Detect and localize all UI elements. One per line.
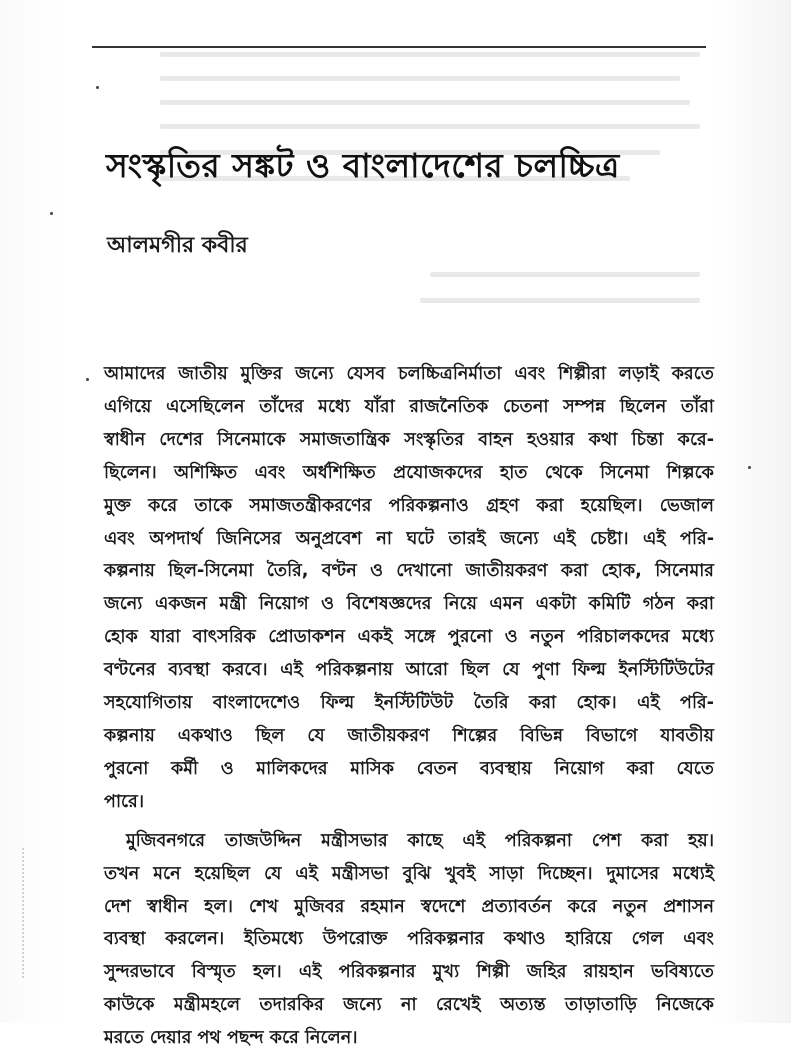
- text-line: কল্পনায় একথাও ছিল যে জাতীয়করণ শিল্পের বিভিন্ন বিভাগে যাবতীয়: [104, 725, 714, 746]
- text-line: স্বাধীন দেশের সিনেমাকে সমাজতান্ত্রিক সংস্কৃতির বাহন হওয়ার কথা চিন্তা করে-: [104, 429, 714, 450]
- text-line: ব্যবস্থা করলেন। ইতিমধ্যে উপরোক্ত পরিকল্পনার কথাও হারিয়ে গেল এবং: [104, 929, 714, 950]
- bleed-through-mark: [160, 76, 680, 81]
- text-line: এবং অপদার্থ জিনিসের অনুপ্রবেশ না ঘটে তারই জন্যে এই চেষ্টা। এই পরি-: [104, 528, 714, 549]
- text-line: সুন্দরভাবে বিস্মৃত হল। এই পরিকল্পনার মুখ্য শিল্পী জহির রায়হান ভবিষ্যতে: [104, 962, 714, 983]
- text-line: কাউকে মন্ত্রীমহলে তদারকির জন্যে না রেখেই অত্যন্ত তাড়াতাড়ি নিজেকে: [104, 995, 714, 1016]
- text-line: আমাদের জাতীয় মুক্তির জন্যে যেসব চলচ্চিত্রনির্মাতা এবং শিল্পীরা লড়াই করতে: [104, 364, 714, 384]
- text-line: এগিয়ে এসেছিলেন তাঁদের মধ্যে যাঁরা রাজনৈতিক চেতনা সম্পন্ন ছিলেন তাঁরা: [104, 396, 714, 417]
- bleed-through-mark: [160, 52, 700, 57]
- ink-speck: [50, 212, 53, 215]
- text-line: মুজিবনগরে তাজউদ্দিন মন্ত্রীসভার কাছে এই পরিকল্পনা পেশ করা হয়।: [126, 830, 714, 851]
- faint-margin-mark: [22, 848, 46, 978]
- text-line: মরতে দেয়ার পথ পছন্দ করে নিলেন।: [104, 1028, 358, 1049]
- bleed-through-mark: [430, 272, 700, 277]
- bleed-through-mark: [420, 298, 700, 303]
- bleed-through-mark: [160, 100, 690, 105]
- text-line: সহযোগিতায় বাংলাদেশেও ফিল্ম ইনস্টিটিউট তৈরি করা হোক। এই পরি-: [104, 693, 714, 714]
- text-line: ছিলেন। অশিক্ষিত এবং অর্ধশিক্ষিত প্রযোজকদের হাত থেকে সিনেমা শিল্পকে: [104, 462, 714, 483]
- ink-speck: [96, 86, 99, 89]
- article-author: আলমগীর কবীর: [107, 233, 248, 258]
- text-line: পুরনো কর্মী ও মালিকদের মাসিক বেতন ব্যবস্থায় নিয়োগ করা যেতে: [104, 758, 714, 779]
- header-rule: [92, 46, 706, 48]
- text-line: জন্যে একজন মন্ত্রী নিয়োগ ও বিশেষজ্ঞদের নিয়ে এমন একটা কমিটি গঠন করা: [104, 594, 714, 615]
- article-title: সংস্কৃতির সঙ্কট ও বাংলাদেশের চলচ্চিত্র: [106, 146, 620, 185]
- text-line: পারে।: [104, 791, 145, 812]
- text-line: বণ্টনের ব্যবস্থা করবে। এই পরিকল্পনায় আরো ছিল যে পুণা ফিল্ম ইনস্টিটিউটের: [104, 660, 714, 681]
- paragraph-1: [104, 358, 714, 819]
- text-line: মুক্ত করে তাকে সমাজতন্ত্রীকরণের পরিকল্পনাও গ্রহণ করা হয়েছিল। ভেজাল: [104, 495, 714, 516]
- text-line: কল্পনায় ছিল-সিনেমা তৈরি, বণ্টন ও দেখানো জাতীয়করণ করা হোক, সিনেমার: [104, 561, 714, 582]
- article-body: [104, 358, 714, 1055]
- ink-speck: [86, 378, 89, 381]
- text-line: হোক যারা বাৎসরিক প্রোডাকশন একই সঙ্গে পুরনো ও নতুন পরিচালকদের মধ্যে: [104, 627, 714, 648]
- text-line: দেশ স্বাধীন হল। শেখ মুজিবর রহমান স্বদেশে প্রত্যাবর্তন করে নতুন প্রশাসন: [104, 896, 714, 917]
- paragraph-2: [104, 825, 714, 1055]
- text-line: তখন মনে হয়েছিল যে এই মন্ত্রীসভা বুঝি খুবই সাড়া দিচ্ছেন। দুমাসের মধ্যেই: [104, 863, 714, 884]
- bleed-through-mark: [160, 124, 700, 129]
- ink-speck: [748, 466, 751, 469]
